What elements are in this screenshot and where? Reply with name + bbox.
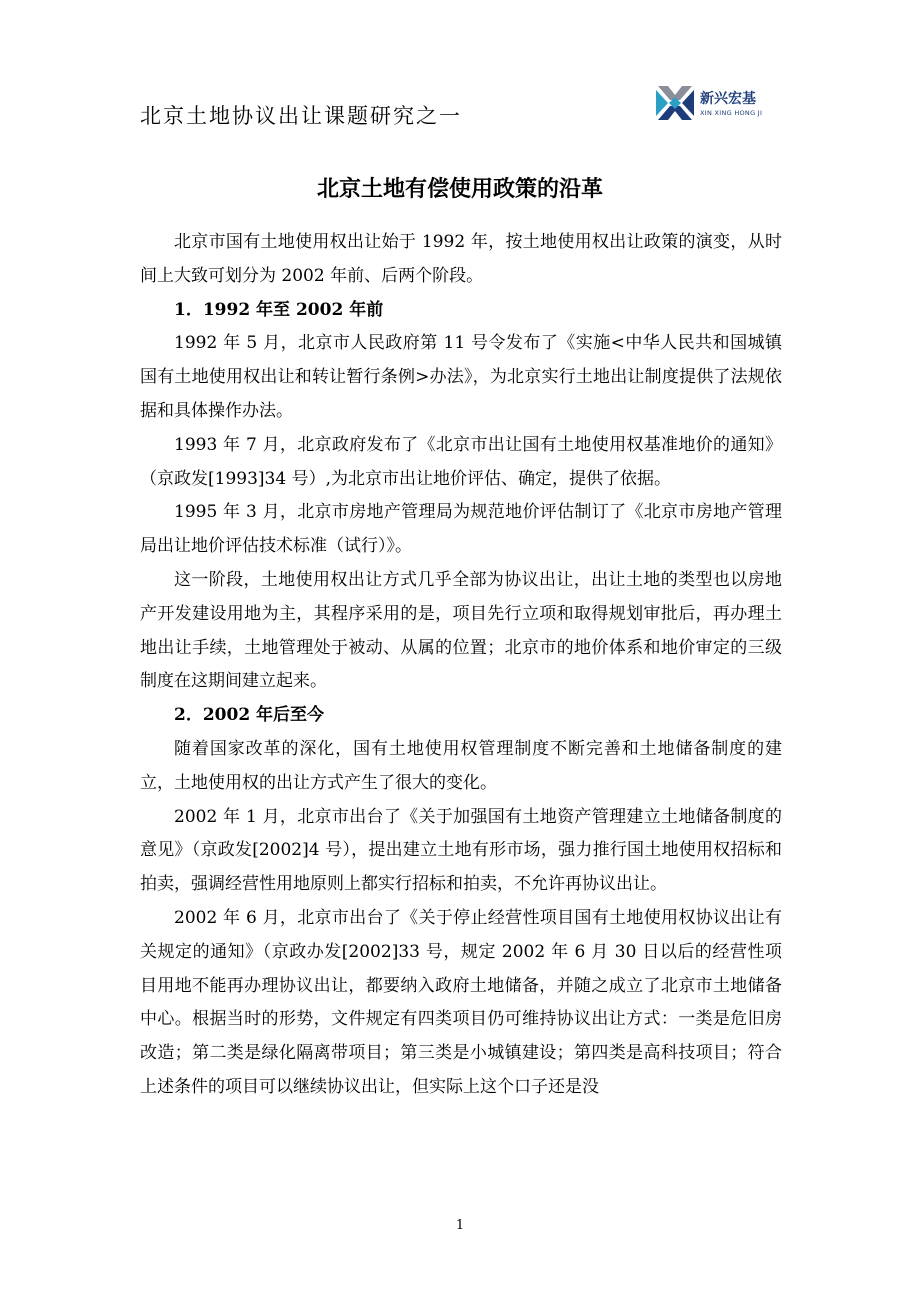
series-title: 北京土地协议出让课题研究之一 bbox=[140, 104, 462, 128]
logo-mark-icon bbox=[654, 82, 696, 124]
company-logo bbox=[654, 82, 774, 126]
paragraph: 1995 年 3 月，北京市房地产管理局为规范地价评估制订了《北京市房地产管理局出让地价评估技术标准（试行）》。 bbox=[140, 502, 782, 557]
document-title: 北京土地有偿使用政策的沿革 bbox=[316, 177, 603, 202]
logo-name-cn: 新兴宏基 bbox=[700, 91, 756, 107]
paragraph: 2002 年 6 月，北京市出台了《关于停止经营性项目国有土地使用权协议出让有关规定的通知》（京政办发[2002]33 号，规定 2002 年 6 月 30 日以后的经营性项目用地不能再办理协议出让，都要纳入政府土地储备，并随之成立了北京市土地储备中心。根据当时的形势，文件规定有四类项目仍可维持协议出让方式：一类是危旧房改造；第二类是绿化隔离带项目；第三类是小城镇建设；第四类是高科技项目；符合上述条件的项目可以继续协议出让，但实际上这个口子还是没 bbox=[140, 907, 782, 1097]
paragraph-intro: 北京市国有土地使用权出让始于 1992 年，按土地使用权出让政策的演变，从时间上大致可划分为 2002 年前、后两个阶段。 bbox=[140, 232, 782, 286]
page-number: 1 bbox=[455, 1218, 465, 1233]
section-heading-1: 1．1992 年至 2002 年前 bbox=[174, 299, 384, 320]
paragraph: 1992 年 5 月，北京市人民政府第 11 号令发布了《实施<中华人民共和国城镇国有土地使用权出让和转让暂行条例>办法》，为北京实行土地出让制度提供了法规依据和具体操作办法。 bbox=[140, 333, 782, 421]
section-heading-2: 2．2002 年后至今 bbox=[174, 705, 325, 726]
paragraph: 1993 年 7 月，北京政府发布了《北京市出让国有土地使用权基准地价的通知》（京政发[1993]34 号）,为北京市出让地价评估、确定，提供了依据。 bbox=[140, 434, 782, 489]
paragraph: 2002 年 1 月，北京市出台了《关于加强国有土地资产管理建立土地储备制度的意见》（京政发[2002]4 号），提出建立土地有形市场，强力推行国土地使用权招标和拍卖，强调经营性用地原则上都实行招标和拍卖，不允许再协议出让。 bbox=[140, 806, 782, 895]
logo-name-en: XIN XING HONG JI bbox=[700, 109, 763, 117]
document-body bbox=[140, 226, 782, 1105]
paragraph: 随着国家改革的深化，国有土地使用权管理制度不断完善和土地储备制度的建立，土地使用权的出让方式产生了很大的变化。 bbox=[140, 738, 782, 793]
paragraph: 这一阶段，土地使用权出让方式几乎全部为协议出让，出让土地的类型也以房地产开发建设用地为主，其程序采用的是，项目先行立项和取得规划审批后，再办理土地出让手续，土地管理处于被动、从属的位置；北京市的地价体系和地价审定的三级制度在这期间建立起来。 bbox=[140, 569, 782, 692]
